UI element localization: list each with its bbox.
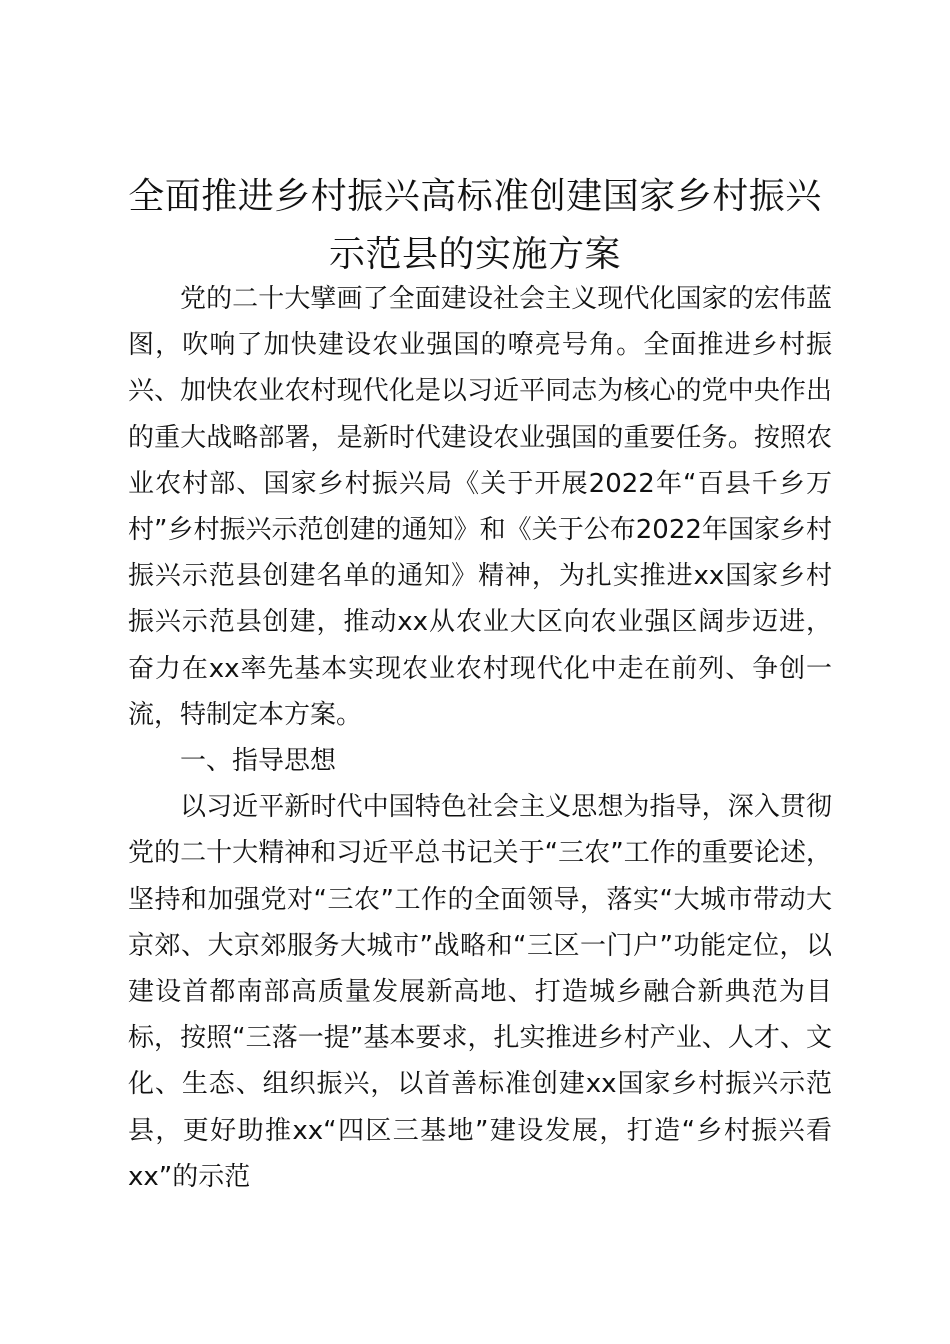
- document-title: 全面推进乡村振兴高标准创建国家乡村振兴示范县的实施方案: [128, 176, 822, 275]
- section-heading-guiding-ideology: 一、指导思想: [180, 746, 337, 777]
- document-body: [128, 276, 832, 1200]
- section-paragraph-guiding-ideology: 以习近平新时代中国特色社会主义思想为指导，深入贯彻党的二十大精神和习近平总书记关于“三农”工作的重要论述，坚持和加强党对“三农”工作的全面领导，落实“大城市带动大京郊、大京郊服务大城市”战略和“三区一门户”功能定位，以建设首都南部高质量发展新高地、打造城乡融合新典范为目标，按照“三落一提”基本要求，扎实推进乡村产业、人才、文化、生态、组织振兴，以首善标准创建xx国家乡村振兴示范县，更好助推xx“四区三基地”建设发展，打造“乡村振兴看xx”的示范: [128, 792, 832, 1192]
- intro-paragraph: 党的二十大擘画了全面建设社会主义现代化国家的宏伟蓝图，吹响了加快建设农业强国的嘹亮号角。全面推进乡村振兴、加快农业农村现代化是以习近平同志为核心的党中央作出的重大战略部署，是新时代建设农业强国的重要任务。按照农业农村部、国家乡村振兴局《关于开展2022年“百县千乡万村”乡村振兴示范创建的通知》和《关于公布2022年国家乡村振兴示范县创建名单的通知》精神，为扎实推进xx国家乡村振兴示范县创建，推动xx从农业大区向农业强区阔步迈进，奋力在xx率先基本实现农业农村现代化中走在前列、争创一流，特制定本方案。: [128, 284, 832, 730]
